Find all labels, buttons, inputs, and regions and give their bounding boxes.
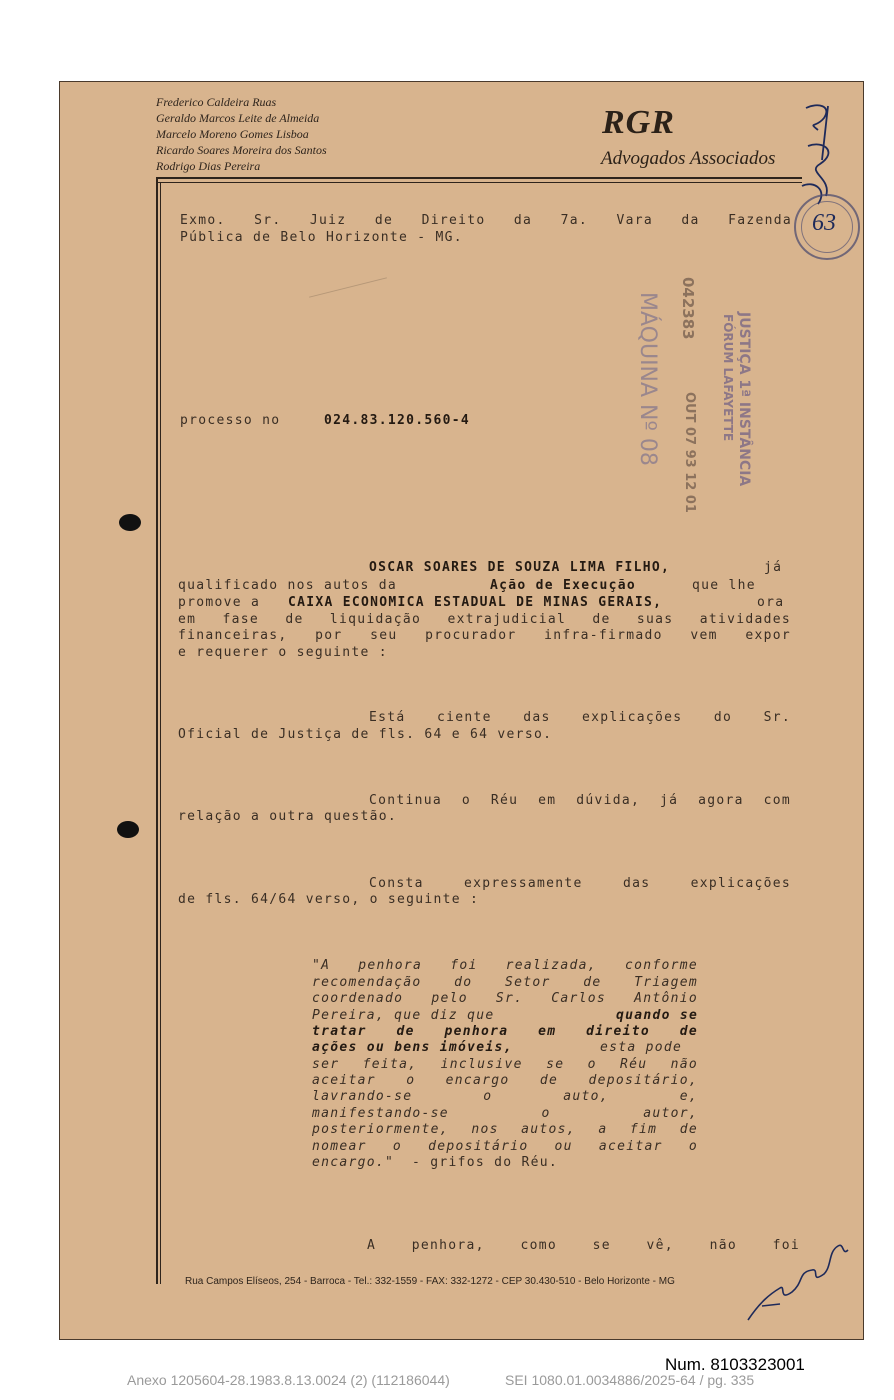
addressee-line: Pública de Belo Horizonte - MG. [180,230,463,245]
text-fragment: já [764,560,783,575]
pencil-scribble [309,277,387,297]
text-fragment: promove a [178,595,261,610]
quote-fragment: Pereira, que diz que [312,1008,495,1023]
quote-emphasis: quando se [616,1008,699,1023]
text-line: A penhora, como se vê, não foi [367,1238,800,1253]
action-type: Ação de Execução [490,578,637,593]
quote-line: aceitar o encargo de depositário, [312,1073,698,1088]
quote-line: lavrando-se o auto, e, [312,1089,698,1104]
quote-line: manifestando-se o autor, [312,1106,698,1121]
firm-subtitle: Advogados Associados [601,148,776,169]
annex-reference: Anexo 1205604-28.1983.8.13.0024 (2) (112186044) [127,1372,450,1388]
quote-line: posteriormente, nos autos, a fim de [312,1122,698,1137]
handwritten-signature [788,100,848,210]
date-stamp: OUT 07 93 12 01 [682,392,697,513]
party-name: OSCAR SOARES DE SOUZA LIMA FILHO, [369,560,671,575]
firm-logo: RGR [602,104,675,141]
text-line: de fls. 64/64 verso, o seguinte : [178,892,480,907]
addressee-line: Exmo. Sr. Juiz de Direito da 7a. Vara da Fazenda [180,213,792,228]
text-line: Consta expressamente das explicações [369,876,791,891]
partner-name: Marcelo Moreno Gomes Lisboa [156,127,309,141]
document-number: Num. 8103323001 [665,1355,805,1374]
quote-attribution: - grifos do Réu. [412,1155,559,1170]
quote-line: coordenado pelo Sr. Carlos Antônio [312,991,698,1006]
processo-label: processo no [180,413,281,428]
document-page [59,81,864,1340]
court-stamp-2: FÓRUM LAFAYETTE [721,314,735,442]
court-stamp: JUSTIÇA 1ª INSTÂNCIA [736,312,752,487]
quote-line: "A penhora foi realizada, conforme [312,958,698,973]
text-line: em fase de liquidação extrajudicial de suas atividades [178,612,791,627]
partner-names [156,94,327,174]
partner-name: Rodrigo Dias Pereira [156,159,261,173]
machine-stamp: MÁQUINA Nº 08 [635,292,660,466]
processo-number: 024.83.120.560-4 [324,413,471,428]
opponent-name: CAIXA ECONOMICA ESTADUAL DE MINAS GERAIS, [288,595,663,610]
quote-line: ser feita, inclusive se o Réu não [312,1057,698,1072]
quote-emphasis: tratar de penhora em direito de [312,1024,698,1039]
footer-address: Rua Campos Elíseos, 254 - Barroca - Tel.: 332-1559 - FAX: 332-1272 - CEP 30.430-510 - Belo Horizonte - MG [185,1276,675,1287]
protocol-stamp: 042383 [679,277,697,340]
partner-name: Frederico Caldeira Ruas [156,95,277,109]
quote-emphasis: ações ou bens imóveis, [312,1040,513,1055]
sei-reference: SEI 1080.01.0034886/2025-64 / pg. 335 [505,1372,755,1388]
text-line: e requerer o seguinte : [178,645,388,660]
text-line: financeiras, por seu procurador infra-firmado vem expor [178,628,791,643]
text-line: relação a outra questão. [178,809,398,824]
handwritten-initials [740,1232,852,1328]
punch-hole [117,821,139,838]
text-fragment: qualificado nos autos da [178,578,398,593]
text-fragment: ora [757,595,785,610]
partner-name: Ricardo Soares Moreira dos Santos [156,143,327,157]
text-line: Continua o Réu em dúvida, já agora com [369,793,791,808]
quote-fragment: esta pode [600,1040,683,1055]
page-number: 63 [812,210,836,236]
text-line: Está ciente das explicações do Sr. [369,710,791,725]
margin-rule [160,182,161,1284]
quote-fragment: encargo." [312,1155,395,1170]
quote-line: nomear o depositário ou aceitar o [312,1139,698,1154]
letterhead-rule [156,177,802,179]
punch-hole [119,514,141,531]
page-number-stamp [794,194,860,260]
partner-name: Geraldo Marcos Leite de Almeida [156,111,320,125]
letterhead-rule [156,182,802,183]
text-line: Oficial de Justiça de fls. 64 e 64 verso. [178,727,553,742]
margin-rule [156,178,158,1284]
quote-line: recomendação do Setor de Triagem [312,975,698,990]
text-fragment: que lhe [692,578,756,593]
